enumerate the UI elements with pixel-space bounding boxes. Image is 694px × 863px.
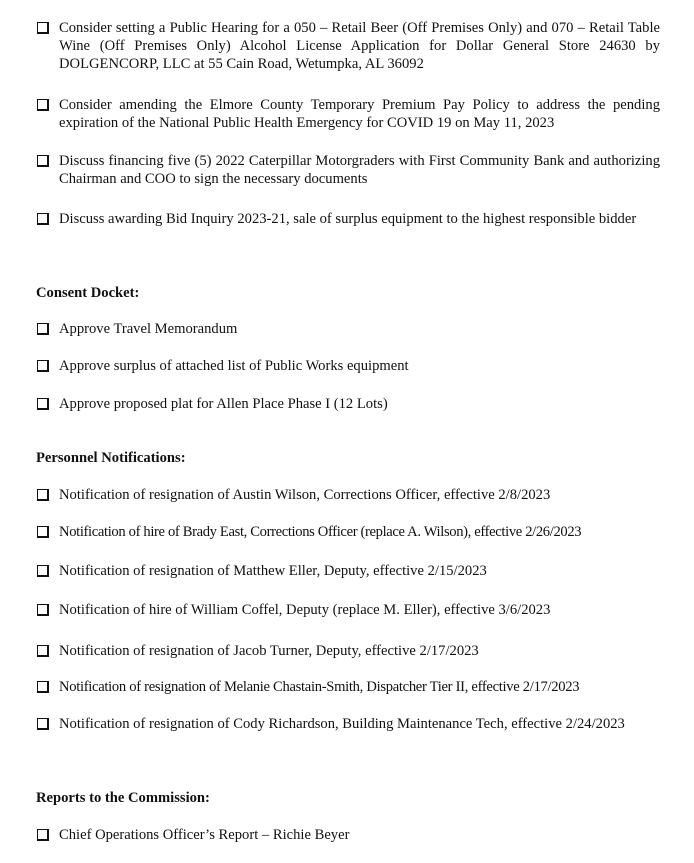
personnel-item-text: Notification of hire of Brady East, Corrections Officer (replace A. Wilson), effective 2/26/2023: [59, 524, 582, 540]
consent-docket-heading: Consent Docket:: [36, 285, 140, 301]
checkbox-icon[interactable]: [37, 604, 49, 616]
checkbox-icon[interactable]: [37, 360, 49, 372]
personnel-item-text: Notification of resignation of Austin Wilson, Corrections Officer, effective 2/8/2023: [59, 487, 551, 503]
personnel-item: [36, 601, 660, 619]
checkbox-icon[interactable]: [37, 829, 49, 841]
report-item: [36, 826, 660, 844]
personnel-item: [36, 715, 660, 733]
personnel-item: [36, 523, 660, 541]
consent-item-text: Approve proposed plat for Allen Place Phase I (12 Lots): [59, 396, 388, 412]
checkbox-icon[interactable]: [37, 99, 49, 111]
consent-item: [36, 395, 660, 413]
reports-heading: Reports to the Commission:: [36, 790, 210, 806]
personnel-item-text: Notification of hire of William Coffel, Deputy (replace M. Eller), effective 3/6/2023: [59, 602, 551, 618]
checkbox-icon[interactable]: [37, 323, 49, 335]
report-item-text: Chief Operations Officer’s Report – Richie Beyer: [59, 827, 350, 843]
personnel-item: [36, 486, 660, 504]
consent-item: [36, 320, 660, 338]
agenda-item: [36, 96, 660, 132]
agenda-item: [36, 152, 660, 188]
personnel-item-text: Notification of resignation of Matthew Eller, Deputy, effective 2/15/2023: [59, 563, 487, 579]
agenda-item: [36, 19, 660, 73]
consent-item-text: Approve surplus of attached list of Public Works equipment: [59, 358, 409, 374]
consent-item-text: Approve Travel Memorandum: [59, 321, 238, 337]
checkbox-icon[interactable]: [37, 489, 49, 501]
personnel-item: [36, 678, 660, 696]
checkbox-icon[interactable]: [37, 22, 49, 34]
checkbox-icon[interactable]: [37, 398, 49, 410]
checkbox-icon[interactable]: [37, 526, 49, 538]
checkbox-icon[interactable]: [37, 565, 49, 577]
checkbox-icon[interactable]: [37, 645, 49, 657]
agenda-item: [36, 210, 660, 228]
checkbox-icon[interactable]: [37, 155, 49, 167]
personnel-item-text: Notification of resignation of Melanie Chastain-Smith, Dispatcher Tier II, effective 2/17/2023: [59, 679, 580, 695]
agenda-item-text: Discuss financing five (5) 2022 Caterpillar Motorgraders with First Community Bank and authorizing Chairman and COO to sign the necessary documents: [59, 153, 660, 187]
personnel-item-text: Notification of resignation of Cody Richardson, Building Maintenance Tech, effective 2/24/2023: [59, 716, 625, 732]
checkbox-icon[interactable]: [37, 681, 49, 693]
personnel-item: [36, 562, 660, 580]
consent-item: [36, 357, 660, 375]
agenda-item-text: Discuss awarding Bid Inquiry 2023-21, sale of surplus equipment to the highest responsible bidder: [59, 211, 637, 227]
checkbox-icon[interactable]: [37, 213, 49, 225]
personnel-item-text: Notification of resignation of Jacob Turner, Deputy, effective 2/17/2023: [59, 643, 479, 659]
personnel-item: [36, 642, 660, 660]
checkbox-icon[interactable]: [37, 718, 49, 730]
personnel-notifications-heading: Personnel Notifications:: [36, 450, 186, 466]
agenda-item-text: Consider amending the Elmore County Temporary Premium Pay Policy to address the pending expiration of the National Public Health Emergency for COVID 19 on May 11, 2023: [59, 97, 660, 131]
agenda-item-text: Consider setting a Public Hearing for a 050 – Retail Beer (Off Premises Only) and 070 – Retail Table Wine (Off Premises Only) Alcohol License Application for Dollar General Store 24630 by DOLGENCORP, LLC at 55 Cain Road, Wetumpka, AL 36092: [59, 20, 660, 72]
